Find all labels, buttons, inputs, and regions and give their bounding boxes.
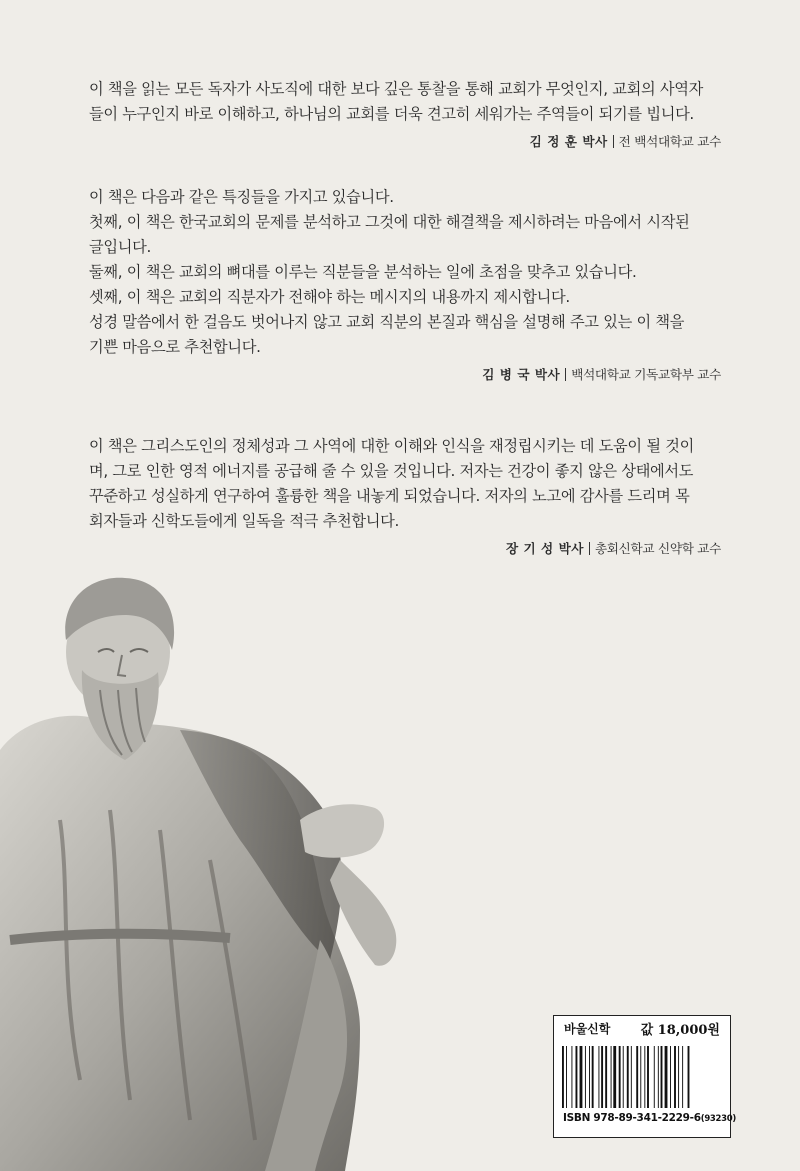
text-line: 성경 말씀에서 한 걸음도 벗어나지 않고 교회 직분의 본질과 핵심을 설명해 주고 있는 이 책을 bbox=[89, 313, 685, 331]
barcode-bar bbox=[580, 1046, 583, 1108]
barcode-bar bbox=[670, 1046, 671, 1108]
barcode-bar bbox=[631, 1046, 632, 1108]
endorsement-3 bbox=[89, 434, 721, 558]
endorsement-text bbox=[89, 434, 721, 534]
isbn-addon: (93230) bbox=[700, 1114, 736, 1124]
barcode-bar bbox=[571, 1046, 572, 1108]
barcode-bar bbox=[647, 1046, 649, 1108]
barcode-bar bbox=[665, 1046, 668, 1108]
endorsement-author bbox=[89, 133, 721, 151]
author-name: 장 기 성 박사 bbox=[505, 541, 584, 556]
author-name: 김 정 훈 박사 bbox=[529, 134, 608, 149]
barcode-bar bbox=[619, 1046, 621, 1108]
publisher-name: 바울신학 bbox=[564, 1022, 611, 1036]
barcode-bar bbox=[654, 1046, 655, 1108]
price-label: 값 18,000원 bbox=[640, 1023, 720, 1038]
barcode-bar bbox=[661, 1046, 663, 1108]
barcode-bar bbox=[585, 1046, 586, 1108]
text-line: 첫째, 이 책은 한국교회의 문제를 분석하고 그것에 대한 해결책을 제시하려는 마음에서 시작된 bbox=[89, 213, 690, 231]
endorsement-2 bbox=[89, 185, 721, 384]
barcode-bar bbox=[623, 1046, 624, 1108]
barcode-bar bbox=[566, 1046, 567, 1108]
text-line: 둘째, 이 책은 교회의 뼈대를 이루는 직분들을 분석하는 일에 초점을 맞추고 있습니다. bbox=[89, 263, 637, 281]
barcode-bar bbox=[644, 1046, 645, 1108]
text-line: 셋째, 이 책은 교회의 직분자가 전해야 하는 메시지의 내용까지 제시합니다. bbox=[89, 288, 570, 306]
isbn-number bbox=[563, 1112, 736, 1124]
barcode-bar bbox=[601, 1046, 603, 1108]
endorsement-text bbox=[89, 185, 721, 360]
endorsement-1 bbox=[89, 77, 721, 151]
text-line: 글입니다. bbox=[89, 238, 152, 256]
text-line: 이 책은 다음과 같은 특징들을 가지고 있습니다. bbox=[89, 188, 394, 206]
apostle-statue-illustration bbox=[0, 560, 470, 1171]
text-line: 꾸준하고 성실하게 연구하여 훌륭한 책을 내놓게 되었습니다. 저자의 노고에 감사를 드리며 목 bbox=[89, 487, 690, 505]
barcode-bar bbox=[613, 1046, 616, 1108]
barcode-panel bbox=[553, 1015, 736, 1138]
barcode-header bbox=[554, 1016, 730, 1040]
barcode-bar bbox=[589, 1046, 590, 1108]
author-title: 전 백석대학교 교수 bbox=[618, 134, 721, 149]
barcode-bars bbox=[562, 1046, 722, 1108]
endorsement-author bbox=[89, 366, 721, 384]
barcode-bar bbox=[678, 1046, 679, 1108]
text-line: 기쁜 마음으로 추천합니다. bbox=[89, 338, 261, 356]
text-line: 이 책은 그리스도인의 정체성과 그 사역에 대한 이해와 인식을 재정립시키는 데 도움이 될 것이 bbox=[89, 437, 694, 455]
text-line: 며, 그로 인한 영적 에너지를 공급해 줄 수 있을 것입니다. 저자는 건강이 좋지 않은 상태에서도 bbox=[89, 462, 694, 480]
author-title: 백석대학교 기독교학부 교수 bbox=[571, 367, 721, 382]
endorsement-author bbox=[89, 540, 721, 558]
barcode-bar bbox=[605, 1046, 607, 1108]
isbn-main: ISBN 978-89-341-2229-6 bbox=[563, 1112, 701, 1124]
barcode-bar bbox=[658, 1046, 659, 1108]
barcode-bar bbox=[627, 1046, 629, 1108]
text-line: 들이 누구인지 바로 이해하고, 하나님의 교회를 더욱 견고히 세워가는 주역들이 되기를 빕니다. bbox=[89, 105, 694, 123]
barcode-bar bbox=[636, 1046, 638, 1108]
barcode-bar bbox=[576, 1046, 578, 1108]
barcode-bar bbox=[674, 1046, 676, 1108]
author-title: 총회신학교 신약학 교수 bbox=[594, 541, 721, 556]
endorsement-text bbox=[89, 77, 721, 127]
barcode-bar bbox=[611, 1046, 612, 1108]
barcode-bar bbox=[598, 1046, 599, 1108]
author-name: 김 병 국 박사 bbox=[482, 367, 561, 382]
barcode-bar bbox=[640, 1046, 641, 1108]
text-line: 회자들과 신학도들에게 일독을 적극 추천합니다. bbox=[89, 512, 400, 530]
barcode-bar bbox=[682, 1046, 683, 1108]
text-line: 이 책을 읽는 모든 독자가 사도직에 대한 보다 깊은 통찰을 통해 교회가 무엇인지, 교회의 사역자 bbox=[89, 80, 704, 98]
barcode-bar bbox=[562, 1046, 564, 1108]
barcode-bar bbox=[688, 1046, 690, 1108]
barcode-bar bbox=[592, 1046, 594, 1108]
divider bbox=[565, 368, 566, 381]
divider bbox=[589, 542, 590, 555]
divider bbox=[613, 135, 614, 148]
